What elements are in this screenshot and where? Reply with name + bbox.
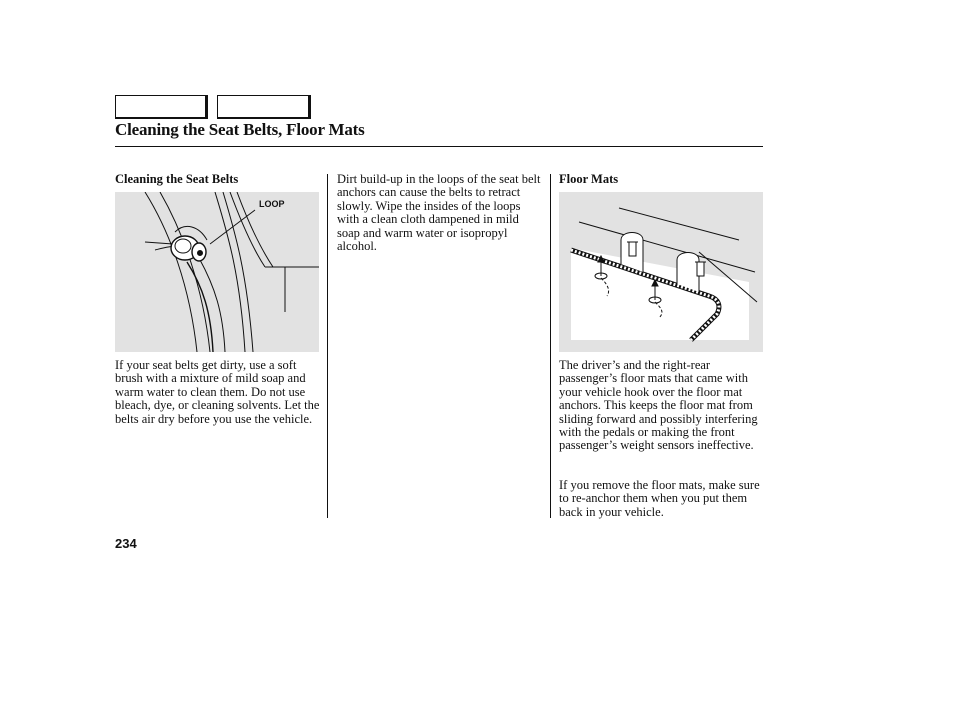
page-title: Cleaning the Seat Belts, Floor Mats [115,120,365,139]
nav-tab-1[interactable] [115,95,208,119]
title-divider [115,146,763,147]
seat-belts-heading: Cleaning the Seat Belts [115,172,239,186]
floor-mats-body-1: The driver’s and the right-rear passenger’s floor mats that came with your vehicle hook over the floor mat anchors. This keeps the floor mat from sliding forward and possibly interfering with the pedals or making the front passenger’s weight sensors ineffective. [559,358,758,453]
page-number: 234 [115,536,137,551]
loops-body: Dirt build-up in the loops of the seat belt anchors can cause the belts to retract slowly. Wipe the insides of the loops with a clean cloth dampened in mild soap and warm water or isopropyl alcohol. [337,172,541,254]
column-divider-2 [550,174,551,518]
loop-label: LOOP [259,199,285,209]
seat-belt-loop-illustration [115,192,319,352]
seat-belts-body: If your seat belts get dirty, use a soft brush with a mixture of mild soap and warm water to clean them. Do not use bleach, dye, or cleaning solvents. Let the belts air dry before you use the vehicle. [115,358,320,426]
column-divider-1 [327,174,328,518]
nav-tab-2[interactable] [217,95,311,119]
floor-mat-anchor-illustration [559,192,763,352]
floor-mats-body-2: If you remove the floor mats, make sure to re-anchor them when you put them back in your vehicle. [559,478,760,519]
floor-mat-drawing [559,192,763,352]
seat-belt-drawing [115,192,319,352]
floor-mats-heading: Floor Mats [559,172,619,186]
